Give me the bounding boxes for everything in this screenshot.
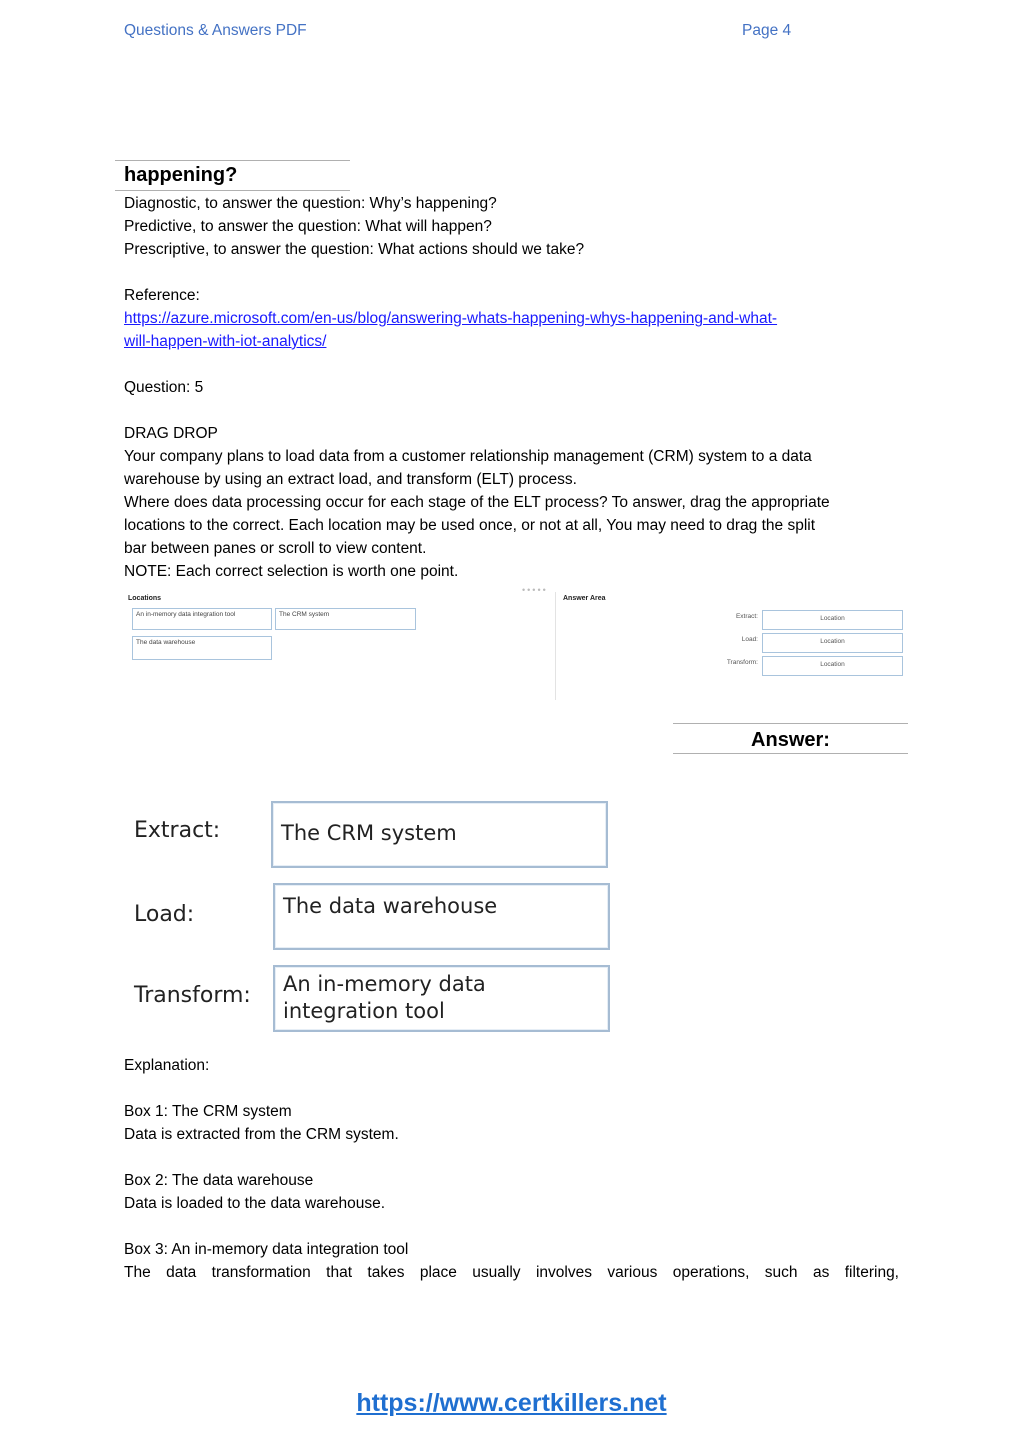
question-text: locations to the correct. Each location may be used once, or not at all, You may need to drag the split <box>124 517 816 534</box>
answer-slot[interactable]: Location <box>762 633 903 653</box>
reference-link[interactable]: https://azure.microsoft.com/en-us/blog/answering-whats-happening-whys-happening-and-what- <box>124 310 778 327</box>
answer-slot[interactable]: Location <box>762 610 903 630</box>
answer-box-extract: The CRM system <box>271 801 608 868</box>
box3-text: The data transformation that takes place usually involves various operations, such as filtering, <box>124 1264 899 1281</box>
box2-title: Box 2: The data warehouse <box>124 1172 314 1189</box>
heading-rule-top <box>115 160 350 161</box>
box2-text: Data is loaded to the data warehouse. <box>124 1195 386 1212</box>
box1-title: Box 1: The CRM system <box>124 1103 292 1120</box>
intro-line: Diagnostic, to answer the question: Why’s happening? <box>124 195 497 212</box>
question-number: Question: 5 <box>124 379 204 396</box>
answer-rule-bottom <box>673 753 908 754</box>
section-heading: happening? <box>124 164 238 186</box>
question-text: Your company plans to load data from a customer relationship management (CRM) system to a data <box>124 448 812 465</box>
box1-text: Data is extracted from the CRM system. <box>124 1126 399 1143</box>
question-text: Where does data processing occur for each stage of the ELT process? To answer, drag the appropriate <box>124 494 830 511</box>
answer-area-title: Answer Area <box>563 595 606 602</box>
question-note: NOTE: Each correct selection is worth one point. <box>124 563 459 580</box>
page-number: Page 4 <box>742 22 792 39</box>
answer-rule-top <box>673 723 908 724</box>
answer-key-transform: Transform: <box>134 983 251 1008</box>
location-item[interactable]: The data warehouse <box>132 636 272 660</box>
answer-key-extract: Extract: <box>134 818 221 843</box>
answer-key-load: Load: <box>134 902 195 927</box>
intro-line: Predictive, to answer the question: What will happen? <box>124 218 492 235</box>
question-text: bar between panes or scroll to view content. <box>124 540 427 557</box>
answer-box-load: The data warehouse <box>273 883 610 950</box>
intro-line: Prescriptive, to answer the question: What actions should we take? <box>124 241 585 258</box>
footer-link[interactable]: https://www.certkillers.net <box>356 1389 667 1417</box>
question-text: warehouse by using an extract load, and transform (ELT) process. <box>124 471 577 488</box>
answer-slot[interactable]: Location <box>762 656 903 676</box>
slot-key: Extract: <box>735 613 758 620</box>
header-title: Questions & Answers PDF <box>124 22 307 39</box>
question-type: DRAG DROP <box>124 425 218 442</box>
explanation-label: Explanation: <box>124 1057 210 1074</box>
answer-box-transform: An in-memory data integration tool <box>273 965 610 1032</box>
explanation-block <box>124 1054 899 1284</box>
locations-title: Locations <box>128 595 162 602</box>
reference-label: Reference: <box>124 287 200 304</box>
split-bar-grip[interactable]: ••••• <box>522 585 548 595</box>
reference-link-cont[interactable]: will-happen-with-iot-analytics/ <box>124 333 327 350</box>
split-bar[interactable] <box>555 592 556 700</box>
slot-key: Load: <box>741 636 758 643</box>
drag-drop-image <box>124 584 909 704</box>
slot-key: Transform: <box>726 659 758 666</box>
heading-rule-bottom <box>115 190 350 191</box>
intro-block <box>124 192 830 583</box>
location-item[interactable]: The CRM system <box>275 608 416 630</box>
box3-title: Box 3: An in-memory data integration tool <box>124 1241 409 1258</box>
answer-heading: Answer: <box>751 729 830 751</box>
location-item[interactable]: An in-memory data integration tool <box>132 608 272 630</box>
